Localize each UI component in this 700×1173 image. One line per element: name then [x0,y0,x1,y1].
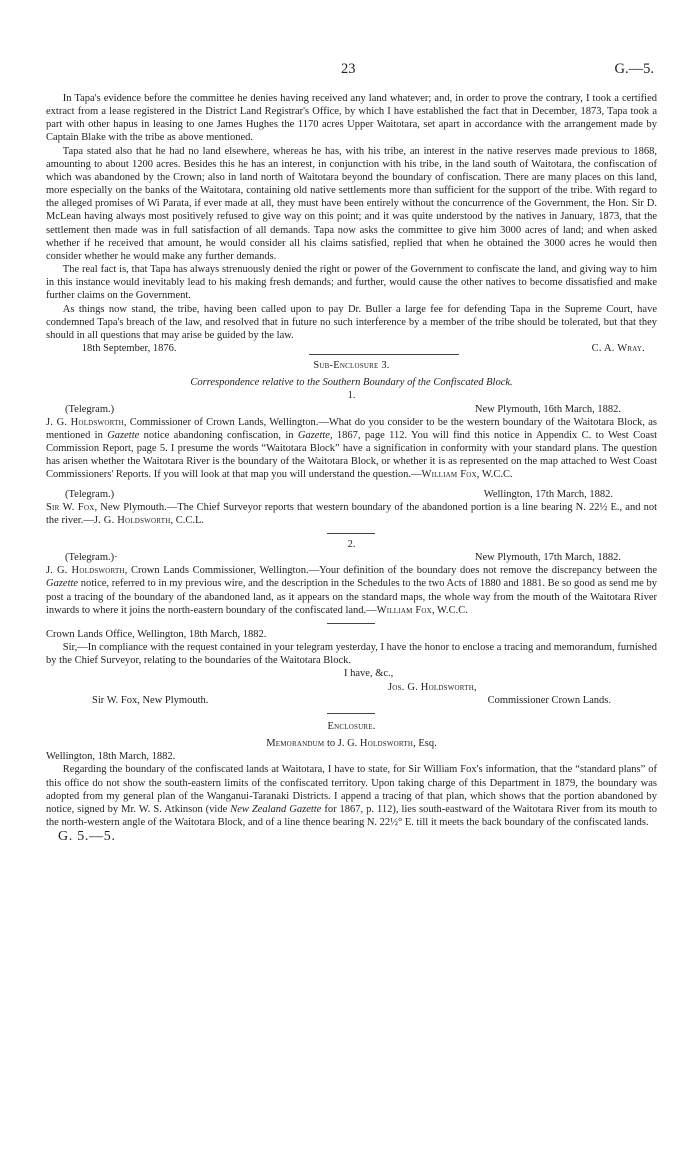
divider-rule [309,354,459,355]
section-number-1: 1. [347,390,356,402]
section-number-2: 2. [347,539,356,550]
letter-footer [46,694,657,707]
telegram-label: (Telegram.) [65,488,115,500]
memorandum-body: Regarding the boundary of the confiscated lands at Waitotara, I have to state, for Sir William Fox's information, that the “standard plans” of this office do not show the south-eastern limits of the confiscated territory. Upon taking charge of this Department in 1879, the boundary was adopted from my general plan of the Wanganui-Taranaki Districts. I append a tracing of that plan, which shows that the portion abandoned by notice, signed by Mr. W. S. Atkinson (vide New Zealand Gazette for 1867, p. 112), lies south-eastward of the Waitotara River from its mouth to the north-western angle of the Waitotara Block, and of a line thence bearing N. 22½° E. till it meets the back boundary of the confiscated lands. [46,764,657,828]
report-signature: C. A. Wray. [591,342,645,354]
sub-enclosure-subtitle: Correspondence relative to the Southern Boundary of the Confiscated Block. [190,377,513,389]
telegram-1-heading [46,403,657,416]
enclosure-heading: Enclosure. [327,720,376,732]
letter-closing: I have, &c., [344,668,394,680]
dateline-signature [46,342,657,355]
body-text [46,92,657,843]
paragraph-tapa-land: Tapa stated also that he had no land elsewhere, whereas he has, with his tribe, an interest in the native reserves made previous to 1868, amounting to about 1200 acres. Besides this he has an interest, in conjunction with his tribe, in the land south of Waitotara, the confiscation of which was abandoned by the Crown; also in land north of Waitotara beyond the boundary of confiscation. There are many places on this land, more especially on the banks of the Waitotara, containing old native settlements more than sufficient for the support of the tribe. With regard to the alleged promises of Wi Parata, if ever made at all, they must have been entirely without the concurrence of the Government, the Hon. Sir D. McLean having always most positively refused to give way on this point; and it was quite understood by the natives in January, 1873, that the settlement then made was in full satisfaction of all demands. Tapa now asks the committee to give him 3000 acres of land; and when asked whether if he received that amount, he would consider all his claims satisfied, replied that when he obtained the 3000 acres he would then consider whether he would make any further demands. [46,145,657,262]
document-reference: G.—5. [614,61,654,77]
letter-signer: Jos. G. Holdsworth, [388,681,477,693]
telegram-place-date: New Plymouth, 16th March, 1882. [474,403,621,415]
footer-reference: G. 5.—5. [58,829,116,845]
report-date: 18th September, 1876. [81,342,177,354]
telegram-label: (Telegram.)· [65,552,118,564]
telegram-2-heading [46,488,657,501]
telegram-3-body: J. G. Holdsworth, Crown Lands Commissioner, Wellington.—Your definition of the boundary does not remove the discrepancy between the Gazette notice, referred to in my previous wire, and the description in the Schedules to the two Acts of 1880 and 1881. Be so good as send me by post a tracing of the boundary of the abandoned land, as it appears on the standard maps, the whole way from the mouth of the Waitotara River inwards to where it joins the north-eastern boundary of the confiscated land.—William Fox, W.C.C. [46,565,657,616]
telegram-label: (Telegram.) [65,403,115,415]
paragraph-tapa-evidence: In Tapa's evidence before the committee he denies having received any land whatever; and, in order to prove the contrary, I took a certified extract from a lease registered in the District Land Registrar's Office, by which I have established the fact that in December, 1873, Tapa took a part with other hapus in leasing to one James Hughes the 1170 acres Upper Waitotara, set apart in accordance with the arrangement made by Captain Blake with the tribe as above mentioned. [46,93,657,144]
telegram-2-body: Sir W. Fox, New Plymouth.—The Chief Surveyor reports that western boundary of the abandoned portion is a line bearing N. 22½ E., and not the river.—J. G. Holdsworth, C.C.L. [46,501,657,526]
sub-enclosure-heading: Sub-Enclosure 3. [313,360,390,372]
paragraph-real-fact: The real fact is, that Tapa has always strenuously denied the right or power of the Government to confiscate the land, and giving way to him in this instance would inevitably lead to his making fresh demands; and further, would cause the other natives to become dissatisfied and make further claims on the Government. [46,264,657,302]
telegram-3-heading [46,551,657,564]
memorandum-heading: Memorandum to J. G. Holdsworth, Esq. [266,738,437,750]
memorandum-place-date: Wellington, 18th March, 1882. [46,751,176,763]
letter-body: Sir,—In compliance with the request contained in your telegram yesterday, I have the honor to enclose a tracing and memorandum, furnished by the Chief Surveyor, relating to the boundaries of the Waitotara Block. [46,642,657,667]
paragraph-things-stand: As things now stand, the tribe, having been called upon to pay Dr. Buller a large fee for defending Tapa in the Supreme Court, have condemned Tapa's breach of the law, and resolved that in future no such interference by a member of the tribe should be tolerated, but that they should in all questions that may arise be guided by the law. [46,303,657,341]
letter-signer-title: Commissioner Crown Lands. [487,694,611,706]
page-number: 23 [341,61,356,77]
letter-place-date: Crown Lands Office, Wellington, 18th March, 1882. [46,628,267,640]
letter-recipient: Sir W. Fox, New Plymouth. [92,694,209,706]
telegram-place-date: Wellington, 17th March, 1882. [483,488,613,500]
telegram-place-date: New Plymouth, 17th March, 1882. [474,552,621,564]
telegram-1-body: J. G. Holdsworth, Commissioner of Crown Lands, Wellington.—What do you consider to be the western boundary of the Waitotara Block, as mentioned in Gazette notice abandoning confiscation, in Gazette, 1867, page 112. You will find this notice in Appendix C. to West Coast Commission Report, page 5. I presume the words “Waitotara Block” have a signification in conformity with your standard plans. The question has arisen whether the Waitotara River is the boundary of the Waitotara Block, or whether it is as represented on the map attached to West Coast Commissioners' Reports. If you will look at that map you will understand the question.—William Fox, W.C.C. [46,416,657,481]
page-header [0,61,700,79]
